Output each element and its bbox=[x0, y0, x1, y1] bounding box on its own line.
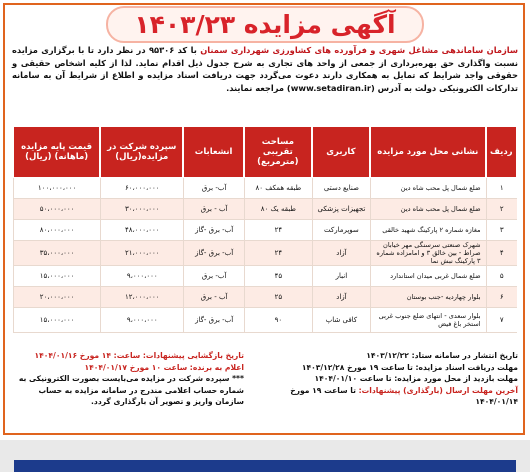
cell-deposit: ۴۸،۰۰۰،۰۰۰ bbox=[100, 220, 183, 241]
cell-address: بلوار سعدی - انتهای ضلع جنوب غربی استخر باغ فیض bbox=[370, 308, 486, 333]
intro-paragraph bbox=[12, 44, 518, 94]
col-area: مساحت تقریبی (مترمربع) bbox=[244, 126, 312, 178]
cell-deposit: ۲۱،۰۰۰،۰۰۰ bbox=[100, 241, 183, 266]
cell-row-number: ۷ bbox=[486, 308, 517, 333]
cell-base-price: ۳۵،۰۰۰،۰۰۰ bbox=[13, 241, 100, 266]
cell-deposit: ۳۰،۰۰۰،۰۰۰ bbox=[100, 199, 183, 220]
cell-usage: آزاد bbox=[312, 287, 370, 308]
cell-usage: تجهیزات پزشکی bbox=[312, 199, 370, 220]
cell-base-price: ۵۰،۰۰۰،۰۰۰ bbox=[13, 199, 100, 220]
cell-utilities: آب- برق -گاز bbox=[183, 220, 244, 241]
submission-deadline-value: تا ساعت ۱۹ مورخ ۱۴۰۴/۰۱/۱۴ bbox=[290, 385, 518, 407]
table-row bbox=[13, 241, 517, 266]
cell-base-price: ۲۰،۰۰۰،۰۰۰ bbox=[13, 287, 100, 308]
col-address: نشانی محل مورد مزایده bbox=[370, 126, 486, 178]
cell-usage: سوپرمارکت bbox=[312, 220, 370, 241]
cell-base-price: ۱۵،۰۰۰،۰۰۰ bbox=[13, 266, 100, 287]
table-row bbox=[13, 308, 517, 333]
col-deposit: سپرده شرکت در مزایده(ریال) bbox=[100, 126, 183, 178]
col-utilities: انشعابات bbox=[183, 126, 244, 178]
cell-address: مغازه شماره ۲ پارکینگ شهید خالقی bbox=[370, 220, 486, 241]
auction-table bbox=[13, 126, 517, 333]
cell-address: ضلع شمال غربی میدان استاندارد bbox=[370, 266, 486, 287]
col-usage: کاربری bbox=[312, 126, 370, 178]
cell-deposit: ۶۰،۰۰۰،۰۰۰ bbox=[100, 178, 183, 199]
cell-row-number: ۵ bbox=[486, 266, 517, 287]
title-area bbox=[0, 6, 530, 43]
cell-area: ۴۵ bbox=[244, 266, 312, 287]
cell-utilities: آب- برق -گاز bbox=[183, 308, 244, 333]
cell-row-number: ۶ bbox=[486, 287, 517, 308]
cell-utilities: آب- برق bbox=[183, 178, 244, 199]
cell-usage: کافی شاپ bbox=[312, 308, 370, 333]
bottom-band bbox=[0, 440, 530, 472]
cell-deposit: ۹،۰۰۰،۰۰۰ bbox=[100, 308, 183, 333]
organization-name: سازمان ساماندهی مشاغل شهری و فرآورده های کشاورزی شهرداری سمنان bbox=[200, 45, 519, 55]
cell-address: بلوار چهاردیه -جنب بوستان bbox=[370, 287, 486, 308]
deposit-note: *** سپرده شرکت در مزایده می‌بایست بصورت الکترونیکی به شماره حساب اعلامی مندرج در سامانه مزایده به حساب سازمان واریز و تصویر آن بارگذاری گردد. bbox=[18, 374, 244, 407]
cell-usage: صنایع دستی bbox=[312, 178, 370, 199]
cell-utilities: آب- برق bbox=[183, 266, 244, 287]
cell-row-number: ۳ bbox=[486, 220, 517, 241]
winner-announcement: اعلام به برنده: ساعت ۱۰ مورخ ۱۴۰۴/۰۱/۱۷ bbox=[84, 362, 244, 372]
col-row-number: ردیف bbox=[486, 126, 517, 178]
cell-deposit: ۹،۰۰۰،۰۰۰ bbox=[100, 266, 183, 287]
cell-base-price: ۱۰۰،۰۰۰،۰۰۰ bbox=[13, 178, 100, 199]
intro-text: با کد ۹۵۳۰۶ در نظر دارد تا با برگزاری مزایده نسبت واگذاری حق بهره‌برداری از جمعی از واحد های تجاری به شرح جدول ذیل اقدام نماید. لذا از کلیه اشخاص حقیقی و حقوقی واجد شرایط که تمایل به همکاری دارند دعوت می‌گردد جهت دریافت اسناد مزایده و اطلاع از شرایط آن به سامانه تدارکات الکترونیکی دولت به آدرس (www.setadiran.ir) مراجعه نمایند. bbox=[12, 45, 518, 93]
cell-deposit: ۱۲،۰۰۰،۰۰۰ bbox=[100, 287, 183, 308]
cell-utilities: آب - برق bbox=[183, 199, 244, 220]
publish-date-label: تاریخ انتشار در سامانه ستاد: bbox=[411, 351, 518, 360]
cell-address: ضلع شمال پل محب شاه دین bbox=[370, 178, 486, 199]
submission-deadline-label: آخرین مهلت ارسال (بارگذاری) پیشنهادات: bbox=[358, 385, 518, 395]
visit-deadline: مهلت بازدید از محل مورد مزایده: تا ساعت ۱۴۰۴/۰۱/۱۰ bbox=[314, 374, 518, 384]
bottom-blue-bar bbox=[14, 460, 516, 472]
table-row bbox=[13, 178, 517, 199]
documents-deadline: مهلت دریافت اسناد مزایده: تا ساعت ۱۹ مورخ ۱۴۰۳/۱۲/۲۸ bbox=[301, 362, 518, 372]
cell-base-price: ۱۵،۰۰۰،۰۰۰ bbox=[13, 308, 100, 333]
cell-utilities: آب- برق -گاز bbox=[183, 241, 244, 266]
cell-area: طبقه همکف ۸۰ bbox=[244, 178, 312, 199]
schedule-right bbox=[268, 350, 518, 408]
cell-address: شهرک صنعتی سرسنگی مهر خیابان صراط - بین خالق ۳ و امامزاده شماره ۳ پارکینگ نبش نما bbox=[370, 241, 486, 266]
cell-area: ۲۴ bbox=[244, 241, 312, 266]
publish-date-value: ۱۴۰۳/۱۲/۲۲ bbox=[366, 351, 409, 360]
table-header-row bbox=[13, 126, 517, 178]
cell-area: ۲۴ bbox=[244, 220, 312, 241]
table-row bbox=[13, 220, 517, 241]
cell-row-number: ۴ bbox=[486, 241, 517, 266]
submission-deadline bbox=[268, 385, 518, 408]
cell-base-price: ۸۰،۰۰۰،۰۰۰ bbox=[13, 220, 100, 241]
col-base-price: قیمت پایه مزایده (ماهانه) (ریال) bbox=[13, 126, 100, 178]
opening-date: تاریخ بازگشایی پیشنهادات: ساعت: ۱۴ مورخ ۱۴۰۴/۰۱/۱۶ bbox=[34, 351, 244, 360]
cell-area: ۲۵ bbox=[244, 287, 312, 308]
cell-row-number: ۱ bbox=[486, 178, 517, 199]
ad-title: آگهی مزایده ۱۴۰۳/۲۳ bbox=[106, 6, 423, 43]
cell-usage: آزاد bbox=[312, 241, 370, 266]
cell-usage: انبار bbox=[312, 266, 370, 287]
cell-area: طبقه یک ۸۰ bbox=[244, 199, 312, 220]
cell-area: ۹۰ bbox=[244, 308, 312, 333]
table-row bbox=[13, 266, 517, 287]
table-row bbox=[13, 199, 517, 220]
table-row bbox=[13, 287, 517, 308]
publish-date-line bbox=[268, 350, 518, 362]
cell-row-number: ۲ bbox=[486, 199, 517, 220]
cell-utilities: آب - برق bbox=[183, 287, 244, 308]
schedule-left bbox=[12, 350, 244, 408]
cell-address: ضلع شمال پل محب شاه دین bbox=[370, 199, 486, 220]
